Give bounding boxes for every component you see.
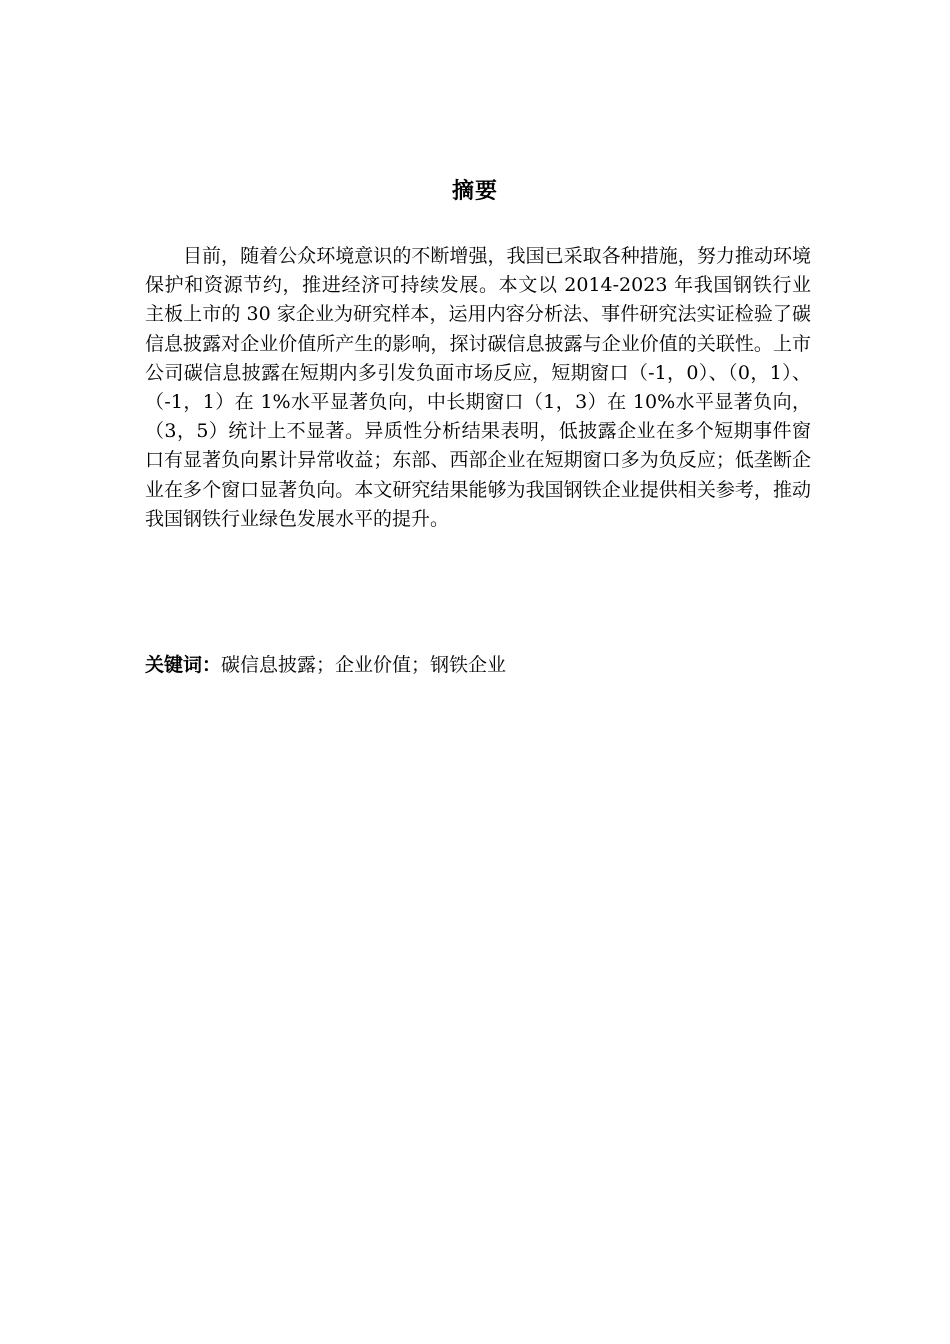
keywords-line — [145, 650, 811, 680]
page-title: 摘要 — [451, 179, 498, 204]
keywords-label: 关键词： — [145, 654, 222, 676]
keywords-text: 碳信息披露；企业价值；钢铁企业 — [221, 654, 507, 676]
abstract-paragraph: 目前，随着公众环境意识的不断增强，我国已采取各种措施，努力推动环境保护和资源节约，推进经济可持续发展。本文以 2014-2023 年我国钢铁行业主板上市的 30 家企业为研究样本，运用内容分析法、事件研究法实证检验了碳信息披露对企业价值所产生的影响，探讨碳信息披露与企业价值的关联性。上市公司碳信息披露在短期内多引发负面市场反应，短期窗口（-1，0）、（0，1）、（-1，1）在 1%水平显著负向，中长期窗口（1，3）在 10%水平显著负向，（3，5）统计上不显著。异质性分析结果表明，低披露企业在多个短期事件窗口有显著负向累计异常收益；东部、西部企业在短期窗口多为负反应；低垄断企业在多个窗口显著负向。本文研究结果能够为我国钢铁企业提供相关参考，推动我国钢铁行业绿色发展水平的提升。 — [145, 245, 811, 530]
